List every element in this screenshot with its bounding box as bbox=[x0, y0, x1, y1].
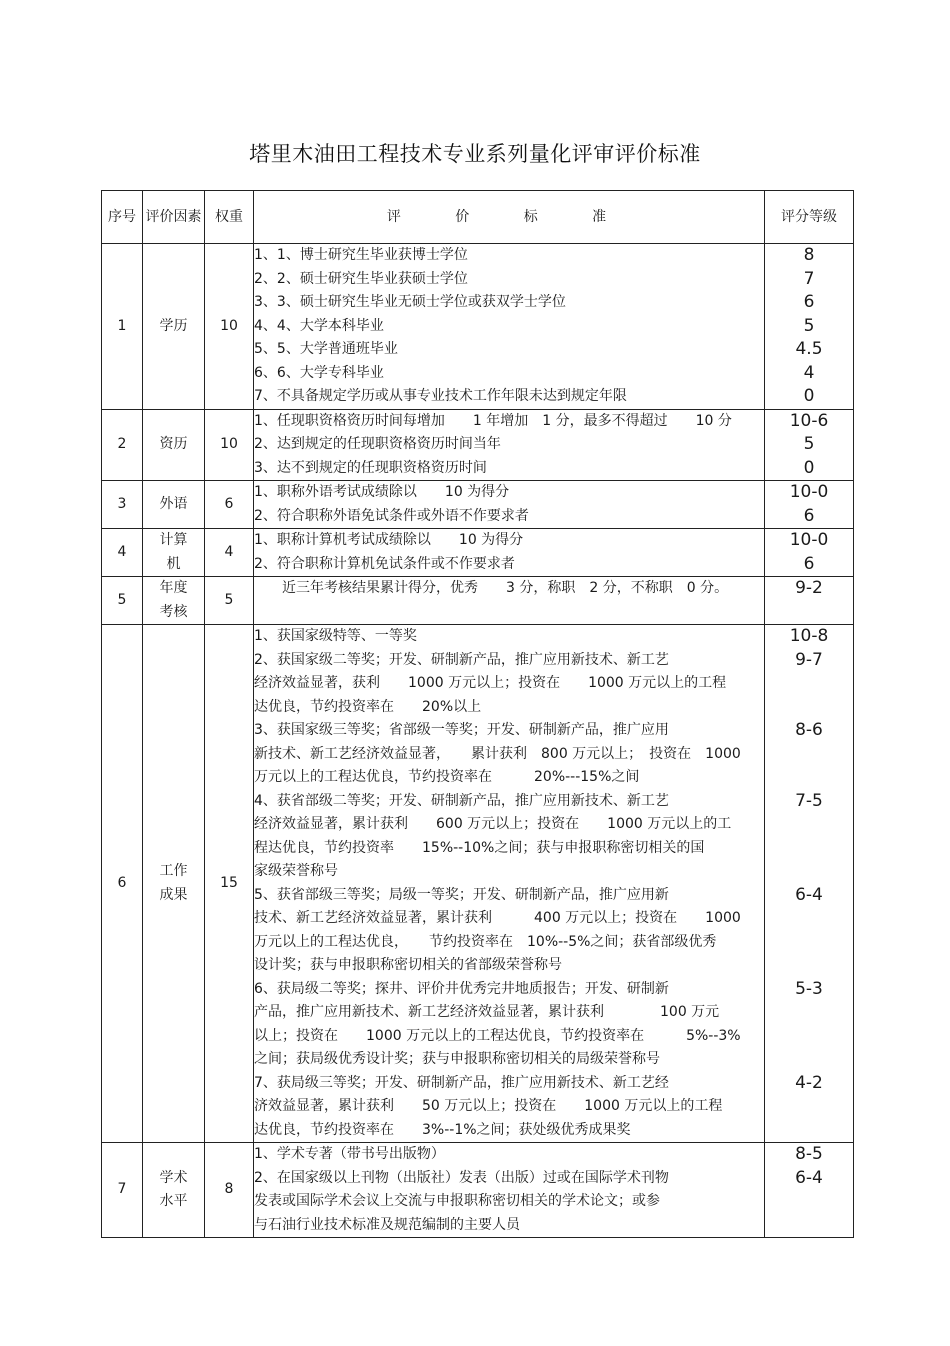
table-row bbox=[102, 625, 854, 1143]
criteria-line: 经济效益显著，累计获利 600 万元以上；投资在 1000 万元以上的工 bbox=[254, 816, 732, 832]
score-value: 8-6 bbox=[795, 720, 823, 740]
score-value: 0 bbox=[803, 386, 815, 406]
row-score bbox=[765, 409, 854, 481]
criteria-line: 技术、新工艺经济效益显著，累计获利 400 万元以上；投资在 1000 bbox=[254, 910, 741, 926]
row-number: 1 bbox=[102, 244, 143, 410]
table-row bbox=[102, 481, 854, 529]
criteria-line: 1、获国家级特等、一等奖 bbox=[254, 628, 417, 644]
criteria-line: 7、不具备规定学历或从事专业技术工作年限未达到规定年限 bbox=[254, 388, 627, 404]
row-weight: 10 bbox=[205, 409, 254, 481]
header-no: 序号 bbox=[102, 191, 143, 244]
row-criteria bbox=[254, 1143, 765, 1238]
row-weight: 10 bbox=[205, 244, 254, 410]
criteria-line: 新技术、新工艺经济效益显著， 累计获利 800 万元以上； 投资在 1000 bbox=[254, 745, 741, 762]
score-value bbox=[765, 1214, 853, 1238]
score-value bbox=[765, 837, 853, 861]
criteria-line: 2、符合职称外语免试条件或外语不作要求者 bbox=[254, 507, 529, 524]
score-value bbox=[765, 907, 853, 931]
criteria-line: 济效益显著，累计获利 50 万元以上；投资在 1000 万元以上的工程 bbox=[254, 1098, 723, 1114]
criteria-line: 4、获省部级二等奖；开发、研制新产品，推广应用新技术、新工艺 bbox=[254, 792, 669, 809]
row-score bbox=[765, 1143, 854, 1238]
row-weight: 6 bbox=[205, 481, 254, 529]
score-value: 6-4 bbox=[795, 884, 823, 905]
score-value: 10-0 bbox=[789, 530, 829, 550]
score-value bbox=[765, 743, 853, 767]
score-value: 4 bbox=[803, 362, 815, 383]
header-score: 评分等级 bbox=[765, 191, 854, 244]
score-value: 4-2 bbox=[795, 1072, 823, 1093]
score-value: 6 bbox=[803, 553, 815, 574]
row-weight: 15 bbox=[205, 625, 254, 1143]
score-value: 0 bbox=[803, 457, 815, 478]
score-value: 5-3 bbox=[795, 978, 823, 999]
criteria-line: 1、学术专著（带书号出版物） bbox=[254, 1146, 445, 1162]
criteria-line: 经济效益显著，获利 1000 万元以上；投资在 1000 万元以上的工程 bbox=[254, 675, 727, 691]
criteria-line: 2、获国家级二等奖；开发、研制新产品，推广应用新技术、新工艺 bbox=[254, 651, 669, 668]
score-value bbox=[765, 1095, 853, 1119]
score-value bbox=[765, 1119, 853, 1143]
row-criteria bbox=[254, 577, 765, 625]
score-value bbox=[765, 1025, 853, 1049]
criteria-line: 达优良，节约投资率在 20%以上 bbox=[254, 698, 482, 715]
row-factor: 学术水平 bbox=[143, 1143, 205, 1238]
row-factor: 资历 bbox=[143, 409, 205, 481]
criteria-line: 2、2、硕士研究生毕业获硕士学位 bbox=[254, 270, 468, 287]
row-score bbox=[765, 625, 854, 1143]
row-score bbox=[765, 577, 854, 625]
criteria-line: 程达优良，节约投资率 15%--10%之间；获与申报职称密切相关的国 bbox=[254, 839, 705, 856]
score-value: 5 bbox=[803, 434, 815, 454]
criteria-line: 6、获局级二等奖；探井、评价井优秀完井地质报告；开发、研制新 bbox=[254, 980, 669, 997]
score-value: 7-5 bbox=[795, 790, 823, 811]
table-row bbox=[102, 1143, 854, 1238]
row-factor: 年度考核 bbox=[143, 577, 205, 625]
row-score bbox=[765, 529, 854, 577]
row-score bbox=[765, 244, 854, 410]
header-weight: 权重 bbox=[205, 191, 254, 244]
table-row bbox=[102, 577, 854, 625]
header-criteria: 评 价 标 准 bbox=[254, 191, 765, 244]
criteria-line: 万元以上的工程达优良， 节约投资率在 10%--5%之间；获省部级优秀 bbox=[254, 933, 717, 950]
score-value bbox=[765, 860, 853, 884]
page-title: 塔里木油田工程技术专业系列量化评审评价标准 bbox=[249, 142, 701, 166]
score-value: 8-5 bbox=[795, 1144, 823, 1164]
criteria-line: 产品，推广应用新技术、新工艺经济效益显著，累计获利 100 万元 bbox=[254, 1004, 720, 1020]
table-body bbox=[102, 244, 854, 1238]
score-value bbox=[765, 696, 853, 720]
table-header-row bbox=[102, 191, 854, 244]
score-value: 10-0 bbox=[789, 482, 829, 502]
row-weight: 5 bbox=[205, 577, 254, 625]
score-value bbox=[765, 1001, 853, 1025]
row-criteria bbox=[254, 529, 765, 577]
row-criteria bbox=[254, 481, 765, 529]
row-number: 2 bbox=[102, 409, 143, 481]
score-value: 9-2 bbox=[795, 578, 823, 598]
row-weight: 8 bbox=[205, 1143, 254, 1238]
score-value: 5 bbox=[803, 315, 815, 336]
row-number: 3 bbox=[102, 481, 143, 529]
evaluation-table bbox=[101, 190, 854, 1238]
score-value: 10-8 bbox=[789, 626, 829, 646]
score-value bbox=[765, 954, 853, 978]
criteria-line: 2、符合职称计算机免试条件或不作要求者 bbox=[254, 555, 515, 572]
criteria-line: 5、获省部级三等奖；局级一等奖；开发、研制新产品，推广应用新 bbox=[254, 886, 669, 903]
score-value: 9-7 bbox=[795, 649, 823, 670]
criteria-line: 近三年考核结果累计得分，优秀 3 分，称职 2 分，不称职 0 分。 bbox=[254, 580, 729, 596]
row-number: 4 bbox=[102, 529, 143, 577]
criteria-line: 发表或国际学术会议上交流与申报职称密切相关的学术论文；或参 bbox=[254, 1193, 660, 1209]
criteria-line: 3、3、硕士研究生毕业无硕士学位或获双学士学位 bbox=[254, 294, 566, 310]
row-factor: 工作成果 bbox=[143, 625, 205, 1143]
criteria-line: 5、5、大学普通班毕业 bbox=[254, 341, 398, 357]
row-number: 6 bbox=[102, 625, 143, 1143]
score-value: 8 bbox=[803, 245, 815, 265]
score-value bbox=[765, 1190, 853, 1214]
criteria-line: 达优良，节约投资率在 3%--1%之间；获处级优秀成果奖 bbox=[254, 1121, 631, 1138]
criteria-line: 家级荣誉称号 bbox=[254, 863, 338, 879]
criteria-line: 万元以上的工程达优良，节约投资率在 20%---15%之间 bbox=[254, 769, 640, 785]
row-criteria bbox=[254, 244, 765, 410]
criteria-line: 6、6、大学专科毕业 bbox=[254, 364, 384, 381]
score-value bbox=[765, 672, 853, 696]
score-value: 4.5 bbox=[795, 339, 823, 359]
row-factor: 计算机 bbox=[143, 529, 205, 577]
criteria-line bbox=[254, 601, 764, 625]
criteria-line: 2、在国家级以上刊物（出版社）发表（出版）过或在国际学术刊物 bbox=[254, 1169, 669, 1186]
row-number: 7 bbox=[102, 1143, 143, 1238]
criteria-line: 3、获国家级三等奖；省部级一等奖；开发、研制新产品，推广应用 bbox=[254, 722, 669, 738]
criteria-line: 1、职称外语考试成绩除以 10 为得分 bbox=[254, 484, 510, 500]
score-value bbox=[765, 601, 853, 625]
score-value: 7 bbox=[803, 268, 815, 289]
row-score bbox=[765, 481, 854, 529]
score-value bbox=[765, 1048, 853, 1072]
score-value bbox=[765, 813, 853, 837]
score-value bbox=[765, 766, 853, 790]
criteria-line: 1、职称计算机考试成绩除以 10 为得分 bbox=[254, 532, 524, 548]
criteria-line: 之间；获局级优秀设计奖；获与申报职称密切相关的局级荣誉称号 bbox=[254, 1051, 660, 1067]
table-row bbox=[102, 244, 854, 410]
score-value: 6 bbox=[803, 292, 815, 312]
row-number: 5 bbox=[102, 577, 143, 625]
criteria-line: 设计奖；获与申报职称密切相关的省部级荣誉称号 bbox=[254, 957, 562, 973]
criteria-line: 7、获局级三等奖；开发、研制新产品，推广应用新技术、新工艺经 bbox=[254, 1074, 669, 1091]
criteria-line: 与石油行业技术标准及规范编制的主要人员 bbox=[254, 1216, 520, 1233]
score-value: 6 bbox=[803, 505, 815, 526]
row-factor: 外语 bbox=[143, 481, 205, 529]
row-factor: 学历 bbox=[143, 244, 205, 410]
score-value: 10-6 bbox=[789, 410, 829, 431]
criteria-line: 4、4、大学本科毕业 bbox=[254, 317, 384, 334]
criteria-line: 1、1、博士研究生毕业获博士学位 bbox=[254, 247, 468, 263]
row-weight: 4 bbox=[205, 529, 254, 577]
row-criteria bbox=[254, 625, 765, 1143]
table-row bbox=[102, 529, 854, 577]
criteria-line: 以上；投资在 1000 万元以上的工程达优良，节约投资率在 5%--3% bbox=[254, 1027, 741, 1044]
table-row bbox=[102, 409, 854, 481]
score-value: 6-4 bbox=[795, 1167, 823, 1188]
criteria-line: 1、任现职资格资历时间每增加 1 年增加 1 分，最多不得超过 10 分 bbox=[254, 412, 732, 429]
criteria-line: 3、达不到规定的任现职资格资历时间 bbox=[254, 459, 487, 476]
score-value bbox=[765, 931, 853, 955]
header-factor: 评价因素 bbox=[143, 191, 205, 244]
criteria-line: 2、达到规定的任现职资格资历时间当年 bbox=[254, 436, 501, 452]
row-criteria bbox=[254, 409, 765, 481]
